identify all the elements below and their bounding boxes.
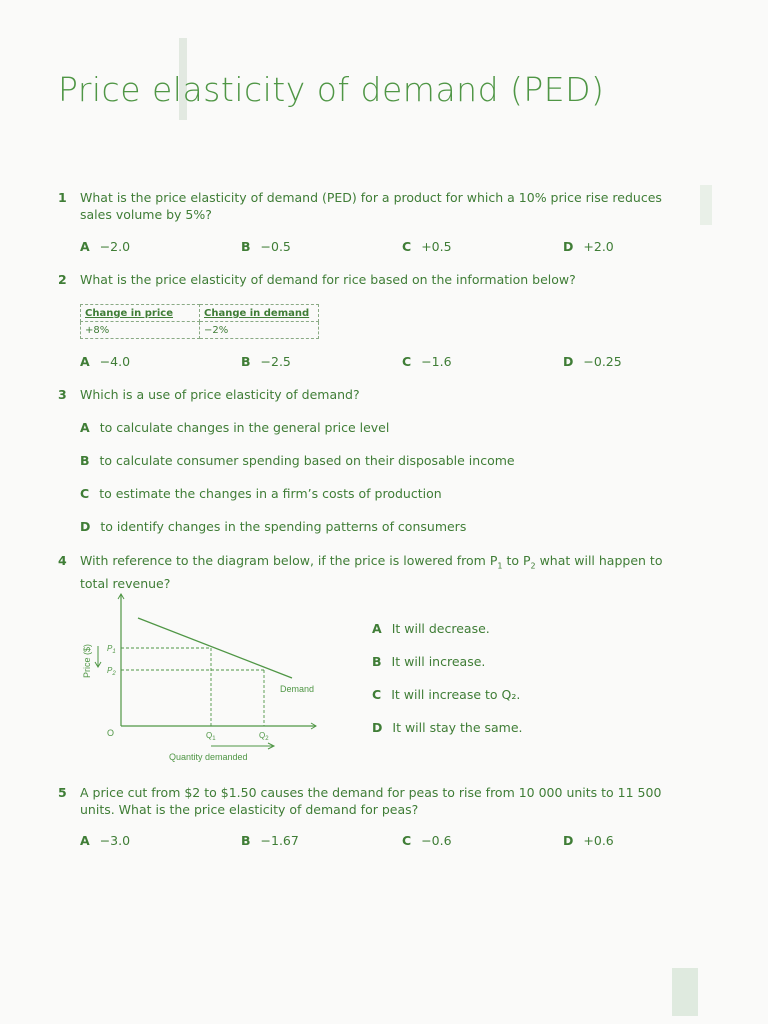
option-d[interactable]: D +2.0: [563, 239, 614, 254]
x-axis-label: Quantity demanded: [169, 752, 248, 762]
q2-label: $Q_2$: [259, 731, 269, 742]
option-b[interactable]: B It will increase.: [372, 654, 486, 669]
option-d[interactable]: D to identify changes in the spending patterns of consumers: [80, 519, 467, 534]
question-5: [58, 784, 680, 818]
option-b[interactable]: B −0.5: [241, 239, 291, 254]
question-text: With reference to the diagram below, if the price is lowered from $P_1$ to $P_2$ what will happen to total revenue?: [80, 553, 663, 591]
option-b[interactable]: B to calculate consumer spending based on their disposable income: [80, 453, 515, 468]
demand-diagram: [78, 590, 328, 770]
q1-label: $Q_1$: [206, 731, 216, 742]
option-d[interactable]: D It will stay the same.: [372, 720, 523, 735]
question-text: What is the price elasticity of demand (PED) for a product for which a 10% price rise reduces sales volume by 5%?: [80, 190, 662, 222]
option-d[interactable]: D −0.25: [563, 354, 622, 369]
option-b[interactable]: B −2.5: [241, 354, 291, 369]
p1-label: $P_1$: [107, 644, 116, 655]
decorative-mark: [700, 185, 712, 225]
page-title: Price elasticity of demand (PED): [58, 70, 605, 109]
question-text: What is the price elasticity of demand for rice based on the information below?: [80, 272, 576, 287]
question-number: 2: [58, 272, 67, 287]
question-1: [58, 189, 680, 223]
y-axis-label: Price ($): [82, 643, 92, 678]
option-a[interactable]: A −3.0: [80, 833, 131, 848]
option-a[interactable]: A −4.0: [80, 354, 131, 369]
question-number: 3: [58, 387, 67, 402]
decorative-corner-mark: [672, 968, 698, 1016]
option-a[interactable]: A It will decrease.: [372, 621, 490, 636]
demand-label: Demand: [280, 684, 315, 694]
option-a[interactable]: A −2.0: [80, 239, 131, 254]
table-row: [81, 322, 319, 339]
p2-label: $P_2$: [107, 666, 116, 677]
origin-label: O: [107, 728, 115, 738]
option-b[interactable]: B −1.67: [241, 833, 299, 848]
question-text: Which is a use of price elasticity of demand?: [80, 387, 360, 402]
option-c[interactable]: C +0.5: [402, 239, 452, 254]
question-text: A price cut from $2 to $1.50 causes the demand for peas to rise from 10 000 units to 11 500 units. What is the price elasticity of demand for peas?: [80, 785, 662, 817]
question-number: 5: [58, 785, 67, 800]
table-cell: −2%: [200, 322, 319, 339]
rice-data-table: [80, 304, 319, 339]
question-number: 4: [58, 553, 67, 568]
question-4: [58, 552, 680, 592]
option-c[interactable]: C −1.6: [402, 354, 452, 369]
option-a[interactable]: A to calculate changes in the general price level: [80, 420, 390, 435]
table-cell: +8%: [81, 322, 200, 339]
option-c[interactable]: C −0.6: [402, 833, 452, 848]
question-2: [58, 271, 680, 288]
option-c[interactable]: C to estimate the changes in a firm’s costs of production: [80, 486, 442, 501]
question-3: [58, 386, 680, 403]
table-header: Change in price: [81, 305, 200, 322]
option-d[interactable]: D +0.6: [563, 833, 614, 848]
option-c[interactable]: C It will increase to Q₂.: [372, 687, 521, 702]
table-header: Change in demand: [200, 305, 319, 322]
table-header-row: [81, 305, 319, 322]
question-number: 1: [58, 190, 67, 205]
